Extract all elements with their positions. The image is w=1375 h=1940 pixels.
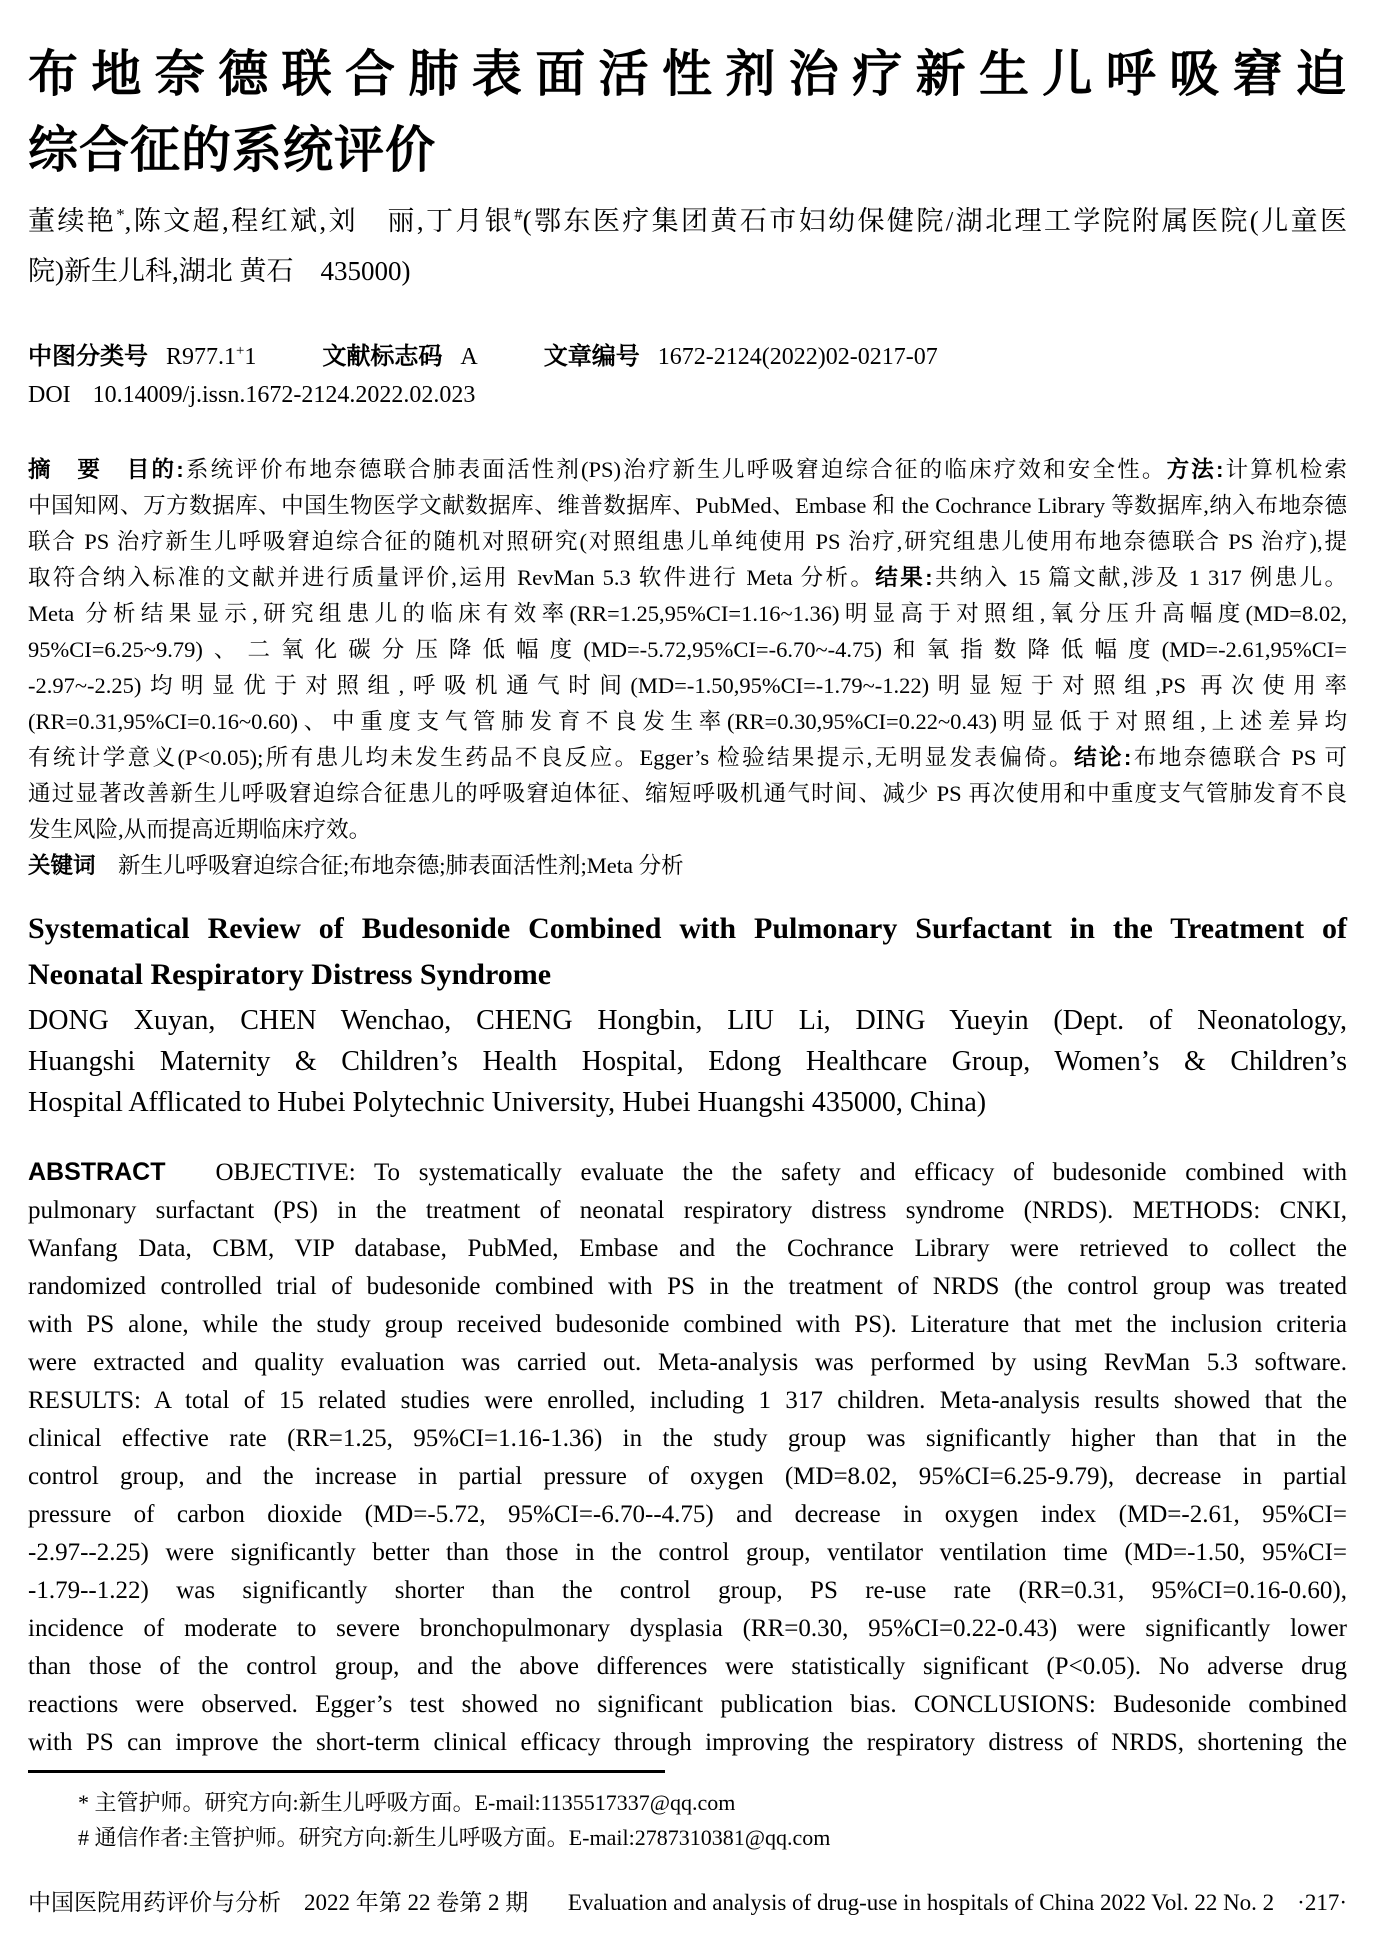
en-abstract-line: -1.79--1.22) was significantly shorter than the control group, PS re-use rate (RR=0.31, 95%CI=0.16-0.60),: [28, 1577, 1347, 1604]
en-title: [28, 906, 1347, 998]
en-abstract-line: control group, and the increase in partial pressure of oxygen (MD=8.02, 95%CI=6.25-9.79), decrease in partial: [28, 1463, 1347, 1490]
cn-abstract-line: 联合 PS 治疗新生儿呼吸窘迫综合征的随机对照研究(对照组患儿单纯使用 PS 治疗,研究组患儿使用布地奈德联合 PS 治疗),提: [28, 529, 1347, 554]
en-abstract-line: -2.97--2.25) were significantly better than those in the control group, ventilator ventilation time (MD=-1.50, 95%CI=: [28, 1539, 1347, 1566]
en-authors-line3: Hospital Afflicated to Hubei Polytechnic University, Hubei Huangshi 435000, China): [28, 1087, 987, 1118]
en-abstract-line: pulmonary surfactant (PS) in the treatment of neonatal respiratory distress syndrome (NRDS). METHODS: CNKI,: [28, 1197, 1347, 1224]
en-title-line2: Neonatal Respiratory Distress Syndrome: [28, 958, 552, 991]
clc-label: 中图分类号: [28, 343, 148, 370]
keywords-line: 关键词 新生儿呼吸窘迫综合征;布地奈德;肺表面活性剂;Meta 分析: [28, 853, 684, 878]
footnote-divider: [28, 1770, 665, 1773]
en-abstract-line: reactions were observed. Egger’s test showed no significant publication bias. CONCLUSIONS: Budesonide combined: [28, 1691, 1347, 1718]
footer-journal-cn: 中国医院用药评价与分析 2022 年第 22 卷第 2 期: [28, 1890, 529, 1915]
cn-title-line2: 综合征的系统评价: [28, 122, 436, 178]
footer-journal-en-page: Evaluation and analysis of drug-use in hospitals of China 2022 Vol. 22 No. 2 ·217·: [567, 1890, 1347, 1915]
cn-abstract-line: 发生风险,从而提高近期临床疗效。: [28, 817, 372, 842]
en-authors-line1: DONG Xuyan, CHEN Wenchao, CHENG Hongbin, LIU Li, DING Yueyin (Dept. of Neonatology,: [28, 1005, 1347, 1036]
cn-authors-line2: 院)新生儿科,湖北 黄石 435000): [28, 256, 411, 286]
footnote-first-author: * 主管护师。研究方向:新生儿呼吸方面。E-mail:1135517337@qq.com: [78, 1790, 736, 1815]
cn-authors: [28, 196, 1347, 296]
en-abstract-line: ABSTRACT OBJECTIVE: To systematically evaluate the the safety and efficacy of budesonide combined with: [28, 1158, 1347, 1186]
en-abstract-line: Wanfang Data, CBM, VIP database, PubMed, Embase and the Cochrance Library were retrieved to collect the: [28, 1235, 1347, 1262]
cn-abstract-line: Meta 分析结果显示,研究组患儿的临床有效率(RR=1.25,95%CI=1.16~1.36)明显高于对照组,氧分压升高幅度(MD=8.02,: [28, 601, 1347, 626]
cn-abstract-line: 有统计学意义(P<0.05);所有患儿均未发生药品不良反应。Egger’s 检验结果提示,无明显发表偏倚。结论:布地奈德联合 PS 可: [28, 745, 1347, 770]
cn-abstract: [28, 452, 1347, 848]
cn-authors-line1: 董续艳*,陈文超,程红斌,刘 丽,丁月银#(鄂东医疗集团黄石市妇幼保健院/湖北理工学院附属医院(儿童医: [28, 205, 1348, 236]
cn-title-line1: 布地奈德联合肺表面活性剂治疗新生儿呼吸窘迫: [28, 46, 1347, 102]
en-abstract-line: with PS can improve the short-term clinical efficacy through improving the respiratory distress of NRDS, shortening the: [28, 1729, 1347, 1756]
cn-abstract-line: 取符合纳入标准的文献并进行质量评价,运用 RevMan 5.3 软件进行 Meta 分析。结果:共纳入 15 篇文献,涉及 1 317 例患儿。: [28, 565, 1347, 590]
article-no-value: 1672-2124(2022)02-0217-07: [657, 344, 938, 370]
en-abstract-line: with PS alone, while the study group received budesonide combined with PS). Literature that met the inclusion criteria: [28, 1311, 1347, 1338]
cn-abstract-line: (RR=0.31,95%CI=0.16~0.60)、中重度支气管肺发育不良发生率(RR=0.30,95%CI=0.22~0.43)明显低于对照组,上述差异均: [28, 709, 1347, 734]
article-no-label: 文章编号: [543, 343, 640, 370]
doi-value: 10.14009/j.issn.1672-2124.2022.02.023: [92, 382, 476, 408]
en-abstract-line: pressure of carbon dioxide (MD=-5.72, 95%CI=-6.70--4.75) and decrease in oxygen index (MD=-2.61, 95%CI=: [28, 1501, 1347, 1528]
doc-code-label: 文献标志码: [322, 343, 443, 370]
doc-code-value: A: [460, 344, 478, 370]
footnotes: [28, 1785, 1347, 1855]
en-abstract-line: than those of the control group, and the above differences were statistically significant (P<0.05). No adverse drug: [28, 1653, 1347, 1680]
meta-row: [28, 342, 1347, 372]
en-abstract-line: RESULTS: A total of 15 related studies were enrolled, including 1 317 children. Meta-analysis results showed that the: [28, 1387, 1347, 1414]
footnote-corresponding-author: # 通信作者:主管护师。研究方向:新生儿呼吸方面。E-mail:2787310381@qq.com: [78, 1825, 831, 1850]
cn-abstract-line: 95%CI=6.25~9.79)、二氧化碳分压降低幅度(MD=-5.72,95%CI=-6.70~-4.75)和氧指数降低幅度(MD=-2.61,95%CI=: [28, 637, 1347, 662]
cn-abstract-line: 摘 要 目的:系统评价布地奈德联合肺表面活性剂(PS)治疗新生儿呼吸窘迫综合征的临床疗效和安全性。方法:计算机检索: [28, 457, 1347, 482]
en-authors-line2: Huangshi Maternity & Children’s Health Hospital, Edong Healthcare Group, Women’s & Children’s: [28, 1046, 1347, 1077]
en-abstract-line: randomized controlled trial of budesonide combined with PS in the treatment of NRDS (the control group was treated: [28, 1273, 1347, 1300]
en-title-line1: Systematical Review of Budesonide Combined with Pulmonary Surfactant in the Treatment of: [28, 912, 1347, 945]
en-abstract: [28, 1153, 1347, 1762]
cn-abstract-line: -2.97~-2.25)均明显优于对照组,呼吸机通气时间(MD=-1.50,95%CI=-1.79~-1.22)明显短于对照组,PS 再次使用率: [28, 673, 1347, 698]
en-abstract-line: clinical effective rate (RR=1.25, 95%CI=1.16-1.36) in the study group was significantly higher than that in the: [28, 1425, 1347, 1452]
en-authors: [28, 1000, 1347, 1123]
cn-abstract-line: 中国知网、万方数据库、中国生物医学文献数据库、维普数据库、PubMed、Embase 和 the Cochrance Library 等数据库,纳入布地奈德: [28, 493, 1347, 518]
doi-row: [28, 380, 1347, 410]
clc-value: R977.1+1: [166, 343, 257, 370]
en-abstract-line: were extracted and quality evaluation was carried out. Meta-analysis was performed by using RevMan 5.3 software.: [28, 1349, 1347, 1376]
doi-label: DOI: [28, 382, 71, 408]
en-abstract-line: incidence of moderate to severe bronchopulmonary dysplasia (RR=0.30, 95%CI=0.22-0.43) were significantly lower: [28, 1615, 1347, 1642]
page-footer: [28, 1888, 1347, 1918]
footnote-area: [28, 1770, 1347, 1855]
cn-abstract-line: 通过显著改善新生儿呼吸窘迫综合征患儿的呼吸窘迫体征、缩短呼吸机通气时间、减少 PS 再次使用和中重度支气管肺发育不良: [28, 781, 1347, 806]
